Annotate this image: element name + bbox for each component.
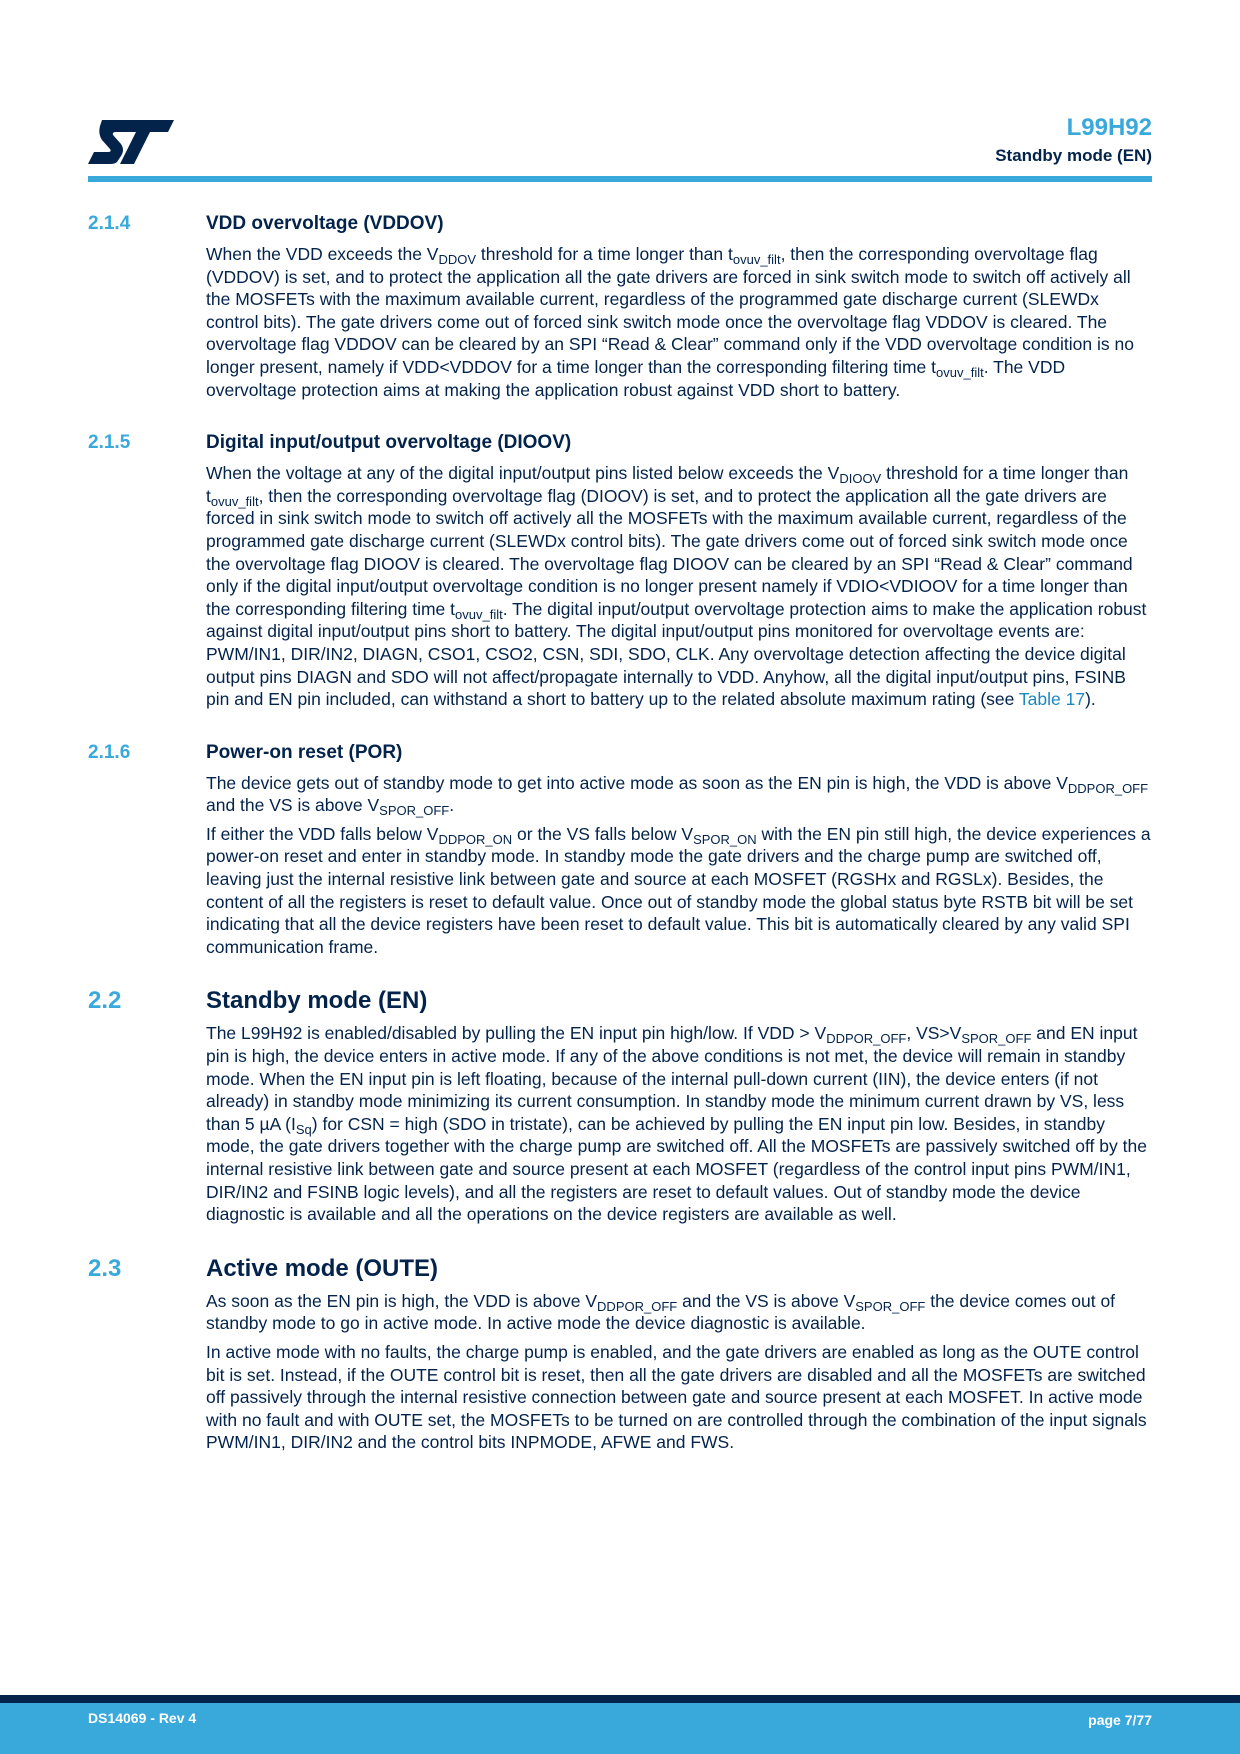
section-number: 2.2 (88, 987, 122, 1015)
section-header: Standby mode (EN) (995, 146, 1152, 165)
section-title: Standby mode (EN) (206, 987, 428, 1015)
section-2-3 (88, 1254, 1152, 1454)
section-2-1-5 (88, 430, 1152, 711)
section-number: 2.1.6 (88, 741, 131, 763)
section-2-1-6 (88, 740, 1152, 959)
paragraph: As soon as the EN pin is high, the VDD is above $V_{DDPOR\_OFF}$ and the VS is above $V_{SPOR\_OFF}$ the device comes out of standby mode to go in active mode. In active mode the device diagnostic is available. (206, 1290, 1116, 1334)
section-number: 2.1.4 (88, 213, 131, 234)
page-number: page 7/77 (1088, 1712, 1152, 1728)
section-title: Digital input/output overvoltage (DIOOV) (206, 432, 572, 454)
section-number: 2.3 (88, 1254, 122, 1282)
page-content (88, 211, 1152, 1454)
paragraph: The L99H92 is enabled/disabled by pulling the EN input pin high/low. If VDD > $V_{DDPOR\_OFF}$, $VS>V_{SPOR\_OFF}$ and EN input pin is high, the device enters in active mode. If any of the above conditions is not met, the device will remain in standby mode. When the EN input pin is left floating, because of the internal pull-down current (IIN), the device enters (if not already) in standby mode minimizing its current consumption. In standby mode the minimum current drawn by VS, less than 5 µA $(I_{Sq})$ for CSN = high (SDO in tristate), can be achieved by pulling the EN input pin low. Besides, in standby mode, the gate drivers together with the charge pump are switched off. All the MOSFETs are passively switched off by the internal resistive link between gate and source present at each MOSFET (regardless of the control input pins PWM/IN1, DIR/IN2 and FSINB logic levels), and all the registers are reset to default values. Out of standby mode the device diagnostic is available and all the operations on the device registers are available as well. (206, 1023, 1147, 1225)
table-17-link[interactable]: Table 17 (1018, 689, 1086, 710)
section-title: Active mode (OUTE) (206, 1254, 439, 1282)
paragraph: In active mode with no faults, the charge pump is enabled, and the gate drivers are enabled as long as the OUTE control bit is set. Instead, if the OUTE control bit is reset, then all the gate drivers are disabled and all the MOSFETs are switched off passively through the internal resistive connection between gate and source present at each MOSFET. In active mode with no fault and with OUTE set, the MOSFETs to be turned on are controlled through the combination of the input signals PWM/IN1, DIR/IN2 and the control bits INPMODE, AFWE and FWS. (206, 1341, 1147, 1453)
footer-rule (0, 1695, 1240, 1703)
section-2-1-4 (88, 211, 1152, 401)
document-id: DS14069 - Rev 4 (88, 1710, 197, 1726)
document-title: L99H92 (1066, 114, 1152, 141)
section-number: 2.1.5 (88, 432, 131, 454)
section-2-2 (88, 986, 1152, 1225)
paragraph: The device gets out of standby mode to get into active mode as soon as the EN pin is high, the VDD is above $V_{DDPOR\_OFF}$ and the VS is above $V_{SPOR\_OFF}$. (206, 772, 1149, 819)
paragraph: When the VDD exceeds the $V_{DDOV}$ threshold for a time longer than $t_{ovuv\_filt}$, then the corresponding overvoltage flag (VDDOV) is set, and to protect the application all the gate drivers are forced in sink switch mode to switch off actively all the MOSFETs with the maximum available current, regardless of the programmed gate discharge current (SLEWDx control bits). The gate drivers come out of forced sink switch mode once the overvoltage flag VDDOV is cleared. The overvoltage flag VDDOV can be cleared by an SPI “Read & Clear” command only if the VDD overvoltage condition is no longer present, namely if VDD<VDDOV for a time longer than the corresponding filtering time $t_{ovuv\_filt}$. The VDD overvoltage protection aims at making the application robust against VDD short to battery. (206, 244, 1134, 400)
header-rule (88, 176, 1152, 182)
st-logo (88, 118, 174, 166)
section-title: VDD overvoltage (VDDOV) (206, 213, 444, 234)
section-title: Power-on reset (POR) (206, 741, 403, 763)
paragraph: When the voltage at any of the digital input/output pins listed below exceeds the $V_{DIOOV}$ threshold for a time longer than $t_{ovuv\_filt}$, then the corresponding overvoltage flag (DIOOV) is set, and to protect the application all the gate drivers are forced in sink switch mode to switch off actively all the MOSFETs with the maximum available current, regardless of the programmed gate discharge current (SLEWDx control bits). The gate drivers come out of forced sink switch mode once the overvoltage flag DIOOV is cleared. The overvoltage flag DIOOV can be cleared by an SPI “Read & Clear” command only if the digital input/output overvoltage condition is no longer present namely if VDIO<VDIOOV for a time longer than the corresponding filtering time $t_{ovuv\_filt}$. The digital input/output overvoltage protection aims to make the application robust against digital input/output pins short to battery. The digital input/output pins monitored for overvoltage events are: PWM/IN1, DIR/IN2, DIAGN, CSO1, CSO2, CSN, SDI, SDO, CLK. Any overvoltage detection affecting the device digital output pins DIAGN and SDO will not affect/propagate internally to VDD. Anyhow, all the digital input/output pins, FSINB pin and EN pin included, can withstand a short to battery up to the related absolute maximum rating (see Table 17). (206, 463, 1147, 710)
paragraph: If either the VDD falls below $V_{DDPOR\_ON}$ or the VS falls below $V_{SPOR\_ON}$ with the EN pin still high, the device experiences a power-on reset and enter in standby mode. In standby mode the gate drivers and the charge pump are switched off, leaving just the internal resistive link between gate and source at each MOSFET (RGSHx and RGSLx). Besides, the content of all the registers is reset to default value. Once out of standby mode the global status byte RSTB bit will be set indicating that all the device registers have been reset to default value. This bit is automatically cleared by any valid SPI communication frame. (206, 823, 1151, 957)
